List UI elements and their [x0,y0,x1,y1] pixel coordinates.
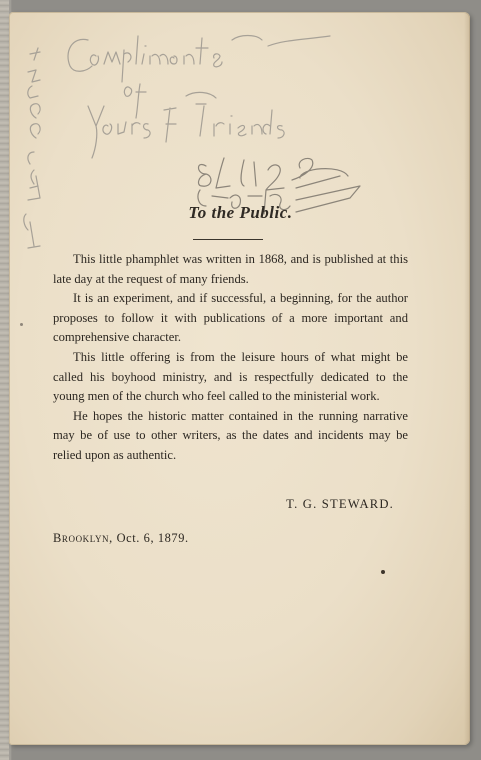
dateline [53,531,189,546]
paper-speck [20,323,23,326]
page-title: To the Public. [188,203,293,222]
dateline-date: Oct. 6, 1879. [116,531,189,545]
page-edge [464,12,470,745]
paragraph-3: This little offering is from the leisure hours of what might be called his boyhood ministry, and is respectfully dedicated to the young men of the church who feel called to the ministerial work. [53,349,408,404]
ink-speck [381,570,385,574]
paragraph-1: This little phamphlet was written in 1868, and is published at this late day at the request of many friends. [53,252,408,286]
author-signature: T. G. STEWARD. [286,497,394,511]
dateline-place: Brooklyn, [53,531,113,545]
title-divider [193,239,263,240]
paragraph-4: He hopes the historic matter contained in the running narrative may be of use to other writers, as the dates and incidents may be relied upon as authentic. [53,408,408,462]
paragraph-2: It is an experiment, and if successful, a beginning, for the author proposes to follow it with publications of a more important and comprehensive character. [53,291,408,345]
preface-body [53,250,408,466]
book-binding-edge [0,0,9,760]
